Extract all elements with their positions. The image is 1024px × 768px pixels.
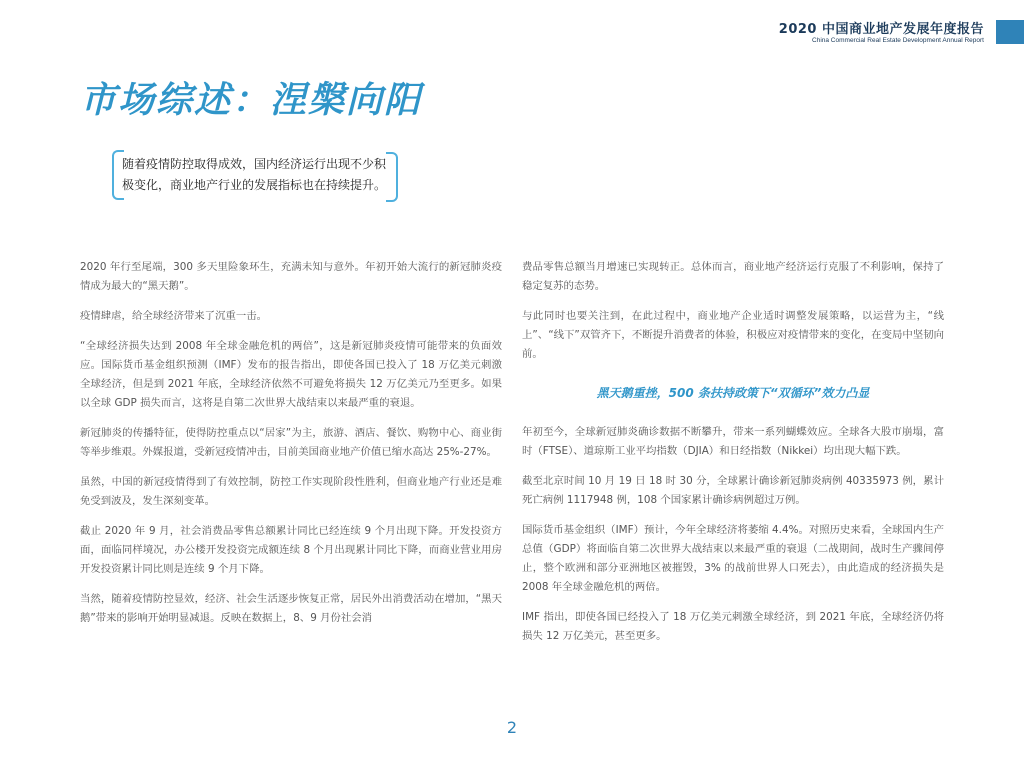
lead-text: 随着疫情防控取得成效，国内经济运行出现不少积极变化，商业地产行业的发展指标也在持续提升。 (122, 157, 387, 192)
report-subtitle: China Commercial Real Estate Development Annual Report (812, 37, 984, 44)
paragraph: 当然，随着疫情防控显效，经济、社会生活逐步恢复正常，居民外出消费活动在增加，“黑天鹅”带来的影响开始明显减退。反映在数据上，8、9 月份社会消 (80, 593, 502, 624)
paragraph: 年初至今，全球新冠肺炎确诊数据不断攀升，带来一系列蝴蝶效应。全球各大股市崩塌，富时（FTSE）、道琼斯工业平均指数（DJIA）和日经指数（Nikkei）均出现大幅下跌。 (522, 426, 944, 457)
paragraph: 2020 年行至尾端，300 多天里险象环生，充满未知与意外。年初开始大流行的新冠肺炎疫情成为最大的“黑天鹅”。 (80, 261, 502, 292)
paragraph: 疫情肆虐，给全球经济带来了沉重一击。 (80, 310, 268, 322)
paragraph: 与此同时也要关注到，在此过程中，商业地产企业适时调整发展策略，以运营为主，“线上”、“线下”双管齐下，不断提升消费者的体验，积极应对疫情带来的变化，在变局中坚韧向前。 (522, 310, 944, 360)
lead-callout (112, 150, 398, 198)
paragraph: 虽然，中国的新冠疫情得到了有效控制，防控工作实现阶段性胜利，但商业地产行业还是难免受到波及，发生深刻变革。 (80, 476, 502, 507)
left-column (80, 258, 502, 628)
page-number: 2 (506, 718, 518, 737)
paragraph: 国际货币基金组织（IMF）预计，今年全球经济将萎缩 4.4%。对照历史来看，全球国内生产总值（GDP）将面临自第二次世界大战结束以来最严重的衰退（二战期间，战时生产骤间停止，整个欧洲和部分亚洲地区被摧毁，3% 的战前世界人口死去），由此造成的经济损失是 2008 年全球金融危机的两倍。 (522, 524, 944, 593)
section-heading: 黑天鹅重挫，500 条扶持政策下“双循环”效力凸显 (596, 386, 870, 400)
paragraph: 新冠肺炎的传播特征，使得防控重点以“居家”为主，旅游、酒店、餐饮、购物中心、商业街等举步维艰。外媒报道，受新冠疫情冲击，目前美国商业地产价值已缩水高达 25%-27%。 (80, 427, 502, 458)
report-title: 2020 中国商业地产发展年度报告 (778, 22, 984, 37)
paragraph: IMF 指出，即使各国已经投入了 18 万亿美元刺激全球经济，到 2021 年底，全球经济仍将损失 12 万亿美元，甚至更多。 (522, 611, 944, 642)
right-column (522, 258, 944, 646)
header-accent-bar (996, 20, 1024, 44)
paragraph: 截至北京时间 10 月 19 日 18 时 30 分，全球累计确诊新冠肺炎病例 40335973 例，累计死亡病例 1117948 例，108 个国家累计确诊病例超过万例。 (522, 475, 944, 506)
right-bracket (386, 152, 398, 202)
page-title: 市场综述：涅槃向阳 (80, 80, 423, 121)
paragraph: 费品零售总额当月增速已实现转正。总体而言，商业地产经济运行克服了不利影响，保持了稳定复苏的态势。 (522, 261, 944, 292)
paragraph: 截止 2020 年 9 月，社会消费品零售总额累计同比已经连续 9 个月出现下降。开发投资方面，面临同样境况，办公楼开发投资完成额连续 8 个月出现累计同比下降，而商业营业用房开发投资累计同比则是连续 9 个月下降。 (80, 525, 502, 575)
paragraph: “全球经济损失达到 2008 年全球金融危机的两倍”，这是新冠肺炎疫情可能带来的负面效应。国际货币基金组织预测（IMF）发布的报告指出，即使各国已投入了 18 万亿美元刺激全球经济，但是到 2021 年底，全球经济依然不可避免将损失 12 万亿美元乃至更多。如果以全球 GDP 损失而言，这将是自第二次世界大战结束以来最严重的衰退。 (80, 340, 502, 409)
